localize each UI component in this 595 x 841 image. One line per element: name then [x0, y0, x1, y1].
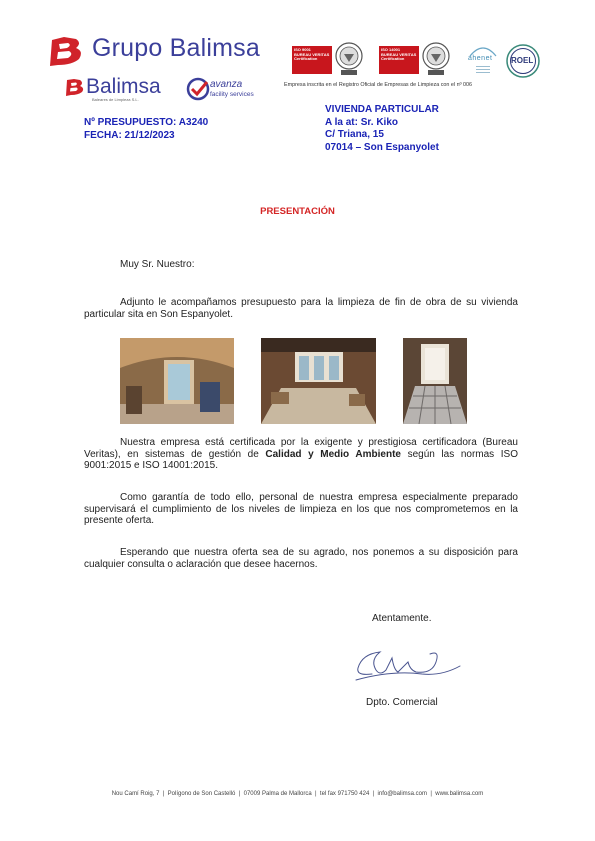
signature: [352, 640, 464, 688]
balimsa-logo-icon: [64, 77, 86, 97]
department: Dpto. Comercial: [366, 697, 438, 708]
footer-separator: |: [430, 791, 432, 797]
paragraph-intro: Adjunto le acompañamos presupuesto para la limpieza de fin de obra de su vivienda particular sita en Son Espanyolet.: [84, 297, 518, 320]
quote-block: [84, 117, 208, 142]
paragraph-guarantee: Como garantía de todo ello, personal de nuestra empresa especialmente preparado supervisará el cumplimiento de los niveles de limpieza en los que nos comprometemos en la presente oferta.: [84, 492, 518, 526]
ahenet-logo-text: ahenet: [468, 55, 493, 62]
roel-logo-text: ROEL: [511, 56, 534, 65]
footer-separator: |: [162, 791, 165, 797]
grupo-balimsa-logo-icon: [46, 34, 86, 68]
group-logo-text: Grupo Balimsa: [92, 34, 260, 62]
site-photo-2: [261, 338, 376, 424]
bureau-veritas-seal-icon: [334, 41, 364, 77]
footer-phone: tel fax 971750 424: [319, 791, 370, 797]
paragraph-closing: Esperando que nuestra oferta sea de su agrado, nos ponemos a su disposición para cualquier consulta o aclaración que desee hacernos.: [84, 547, 518, 570]
quote-date: FECHA: 21/12/2023: [84, 129, 175, 141]
avanza-logo-icon: [186, 77, 210, 101]
footer-separator: |: [238, 791, 241, 797]
footer-email-link[interactable]: info@balimsa.com: [377, 791, 427, 797]
certification-text-1: Nuestra empresa está certificada por la exigente y prestigiosa certificadora (Bureau Veritas), en sistemas de gestión de: [84, 437, 518, 460]
recipient-block: [325, 104, 439, 154]
certification-text-bold: Calidad y Medio Ambiente: [265, 448, 401, 460]
paragraph-certification: [84, 437, 518, 472]
recipient-line-1: VIVIENDA PARTICULAR: [325, 104, 439, 115]
footer-separator: |: [372, 791, 375, 797]
quote-number: Nº PRESUPUESTO: A3240: [84, 117, 209, 128]
certification-text-2: según las normas ISO 9001:2015 e ISO 14001:2015.: [84, 448, 518, 471]
recipient-line-4: 07014 – Son Espanyolet: [325, 141, 439, 153]
salutation: Muy Sr. Nuestro:: [120, 259, 195, 270]
avanza-logo-text: avanza: [210, 79, 243, 90]
balimsa-logo-text: Balimsa: [86, 75, 161, 98]
farewell: Atentamente.: [372, 613, 432, 624]
footer: [0, 791, 595, 797]
site-photo-3: [403, 338, 467, 424]
bureau-veritas-seal-icon: [421, 41, 451, 77]
registry-note: Empresa inscrita en el Registro Oficial de Empresas de Limpieza con el nº 006: [284, 82, 473, 88]
avanza-subtitle: facility services: [210, 91, 254, 98]
balimsa-subtitle: Baleares de Limpieza S.L.: [92, 97, 139, 102]
iso9001-certificate: ISO 9001 BUREAU VERITAS Certification: [292, 46, 332, 74]
footer-web-link[interactable]: www.balimsa.com: [435, 791, 484, 797]
section-title: PRESENTACIÓN: [260, 206, 335, 217]
footer-separator: |: [315, 791, 317, 797]
recipient-line-3: C/ Triana, 15: [325, 129, 384, 140]
recipient-line-2: A la at: Sr. Kiko: [325, 116, 398, 128]
site-photo-1: [120, 338, 234, 424]
footer-city: 07009 Palma de Mallorca: [243, 791, 312, 797]
footer-estate: Polígono de Son Castelló: [167, 791, 236, 797]
iso14001-certificate: ISO 14001 BUREAU VERITAS Certification: [379, 46, 419, 74]
footer-address: Nou Camí Roig, 7: [111, 791, 160, 797]
